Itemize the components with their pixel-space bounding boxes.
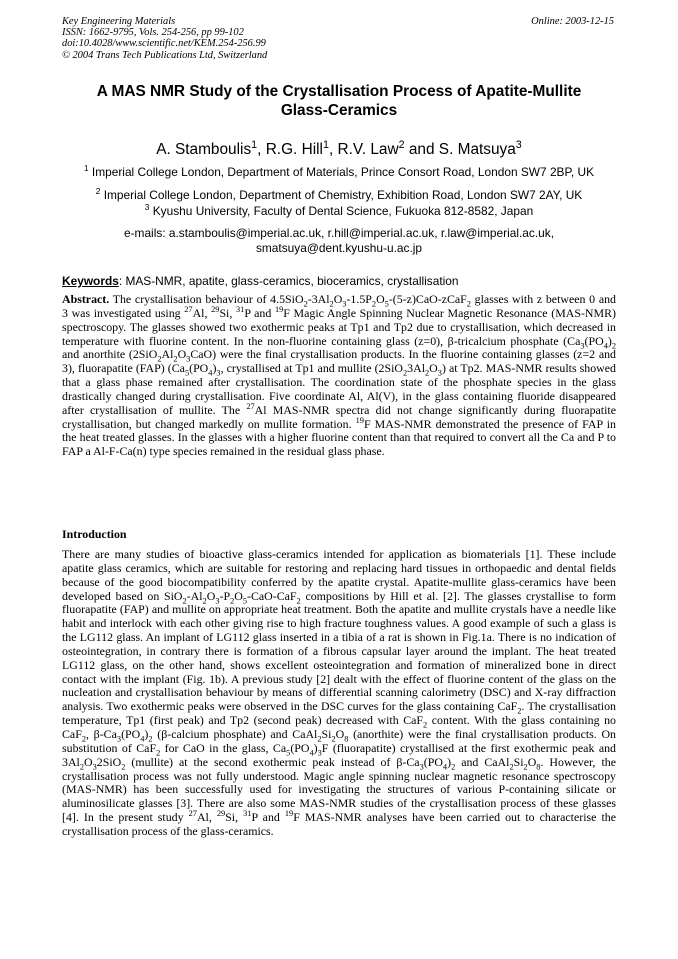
abstract-text: (PO: [584, 333, 604, 348]
isotope-superscript: 27: [246, 401, 255, 411]
author-1: A. Stamboulis: [156, 141, 252, 158]
abstract-text: O: [376, 292, 385, 306]
intro-text: Si: [513, 754, 524, 769]
author-1-affil: 1: [251, 138, 258, 151]
author-3: , R.V. Law: [328, 141, 399, 158]
emails-line-1: e-mails: a.stamboulis@imperial.ac.uk, r.hill@imperial.ac.uk, r.law@imperial.ac.uk,: [123, 226, 555, 240]
subscript: 8: [536, 762, 541, 772]
intro-text: O: [234, 588, 243, 603]
intro-text: content. With the glass containing no CaF: [62, 713, 616, 741]
author-3-affil: 2: [398, 138, 405, 151]
intro-text: (PO: [121, 726, 141, 741]
subscript: 3: [216, 368, 221, 378]
abstract-text: -1.5P: [346, 292, 372, 306]
subscript: 3: [419, 762, 424, 772]
intro-text: (PO: [290, 740, 310, 755]
abstract-paragraph: [62, 293, 616, 459]
intro-text: F (fluorapatite) crystallised at the first exothermic peak and 3Al: [62, 740, 616, 769]
isotope-superscript: 31: [243, 809, 252, 819]
introduction-heading: Introduction: [62, 527, 127, 541]
subscript: 2: [156, 748, 161, 758]
affiliation-2-text: Imperial College London, Department of Chemistry, Exhibition Road, London SW7 2AY, UK: [100, 188, 583, 202]
intro-text: O: [206, 588, 216, 603]
abstract-text: -3Al: [307, 292, 330, 306]
keywords-line: [62, 274, 618, 288]
author-4-affil: 3: [515, 138, 522, 151]
abstract-text: F Magic Angle Spinning Nuclear Magnetic Resonance (MAS-NMR) spectroscopy. The glasses showed two exothermic peaks at Tp1 and Tp2 due to crystallisation, which decreased in temperature with fluorine content. In the non-fluorine containing glass (z=0), β-tricalcium phosphate (Ca: [62, 305, 616, 348]
abstract-text: F MAS-NMR demonstrated the presence of FAP in the heat treated glasses. In the glasses with a higher fluorine content than that required to convert all the Ca and P to FAP a Al-F-Ca(n) type species remained in the residual glass phase.: [62, 416, 616, 459]
intro-text: compositions by Hill et al. [2]. The glasses crystallise to form fluorapatite (FAP) and mullite on appropriate heat treatment. Both the apatite and mullite crystals have a needle like habit and interlock with each other giving rise to high fracture toughness values. A good example of such a glass is the LG112 glass. An implant of LG112 glass inserted in a tibia of a rat is shown in Fig.1a. There is no indication of osteointegration, in contrary there is formation of a fibrous capsular layer around the implant. The heat treated LG112 glass, on the other hand, shows excellent osteointegration and formation of mineralized bone in direct contact with the implant (Fig. 1b). A previous study [2] dealt with the effect of fluorine content of the glass on the nucleation and crystallisation behaviour by means of differential scanning calorimetry (DSC) and X-ray diffraction analysis. Two exothermic peaks were observed in the DSC curves for the glass containing CaF: [62, 588, 616, 714]
subscript: 2: [402, 368, 408, 378]
intro-text: (β-calcium phosphate) and CaAl: [152, 726, 318, 741]
abstract-text: Al,: [192, 305, 212, 320]
intro-text: . The crystallisation temperature, Tp1 (first peak) and Tp2 (second peak) decreased with CaF: [62, 699, 616, 728]
isotope-superscript: 31: [235, 304, 245, 314]
keywords-label: Keywords: [62, 274, 119, 288]
intro-text: Si,: [225, 810, 244, 825]
intro-text: , β-Ca: [86, 726, 117, 741]
abstract-text: O: [333, 292, 343, 306]
intro-text: Al,: [196, 810, 217, 825]
subscript: 2: [611, 340, 616, 350]
abstract-text: glasses with z between 0 and 3 was investigated using: [62, 292, 616, 320]
intro-text: ): [313, 740, 318, 755]
subscript: 2: [523, 762, 528, 772]
subscript: 3: [342, 299, 347, 309]
abstract-text: ) at Tp2. MAS-NMR results showed that a glass phase remained after crystallisation. The coordination state of the phosphate species in the glass drastically changed during crystallisation. Five coordinate Al, Al(V), in the glass containing fluoride disappeared after crystallisation of mullite. The: [62, 361, 616, 417]
abstract-text: -(5-z)CaO-zCaF: [388, 292, 467, 306]
subscript: 3: [317, 748, 322, 758]
abstract-text: The crystallisation behaviour of 4.5SiO: [109, 292, 304, 306]
intro-text: 2SiO: [96, 754, 122, 769]
subscript: 4: [140, 734, 145, 744]
intro-text: ): [447, 754, 452, 769]
author-2-affil: 1: [322, 138, 329, 151]
intro-text: (anorthite) were the final crystallisation products. On substitution of CaF: [62, 726, 616, 755]
subscript: 2: [157, 354, 162, 364]
subscript: 4: [442, 762, 448, 772]
subscript: 2: [296, 595, 301, 605]
intro-text: P and: [251, 810, 285, 825]
intro-text: F MAS-NMR analyses have been carried out to characterise the crystallisation process of the glass-ceramics.: [62, 810, 616, 838]
isotope-superscript: 29: [216, 809, 226, 819]
isotope-superscript: 27: [184, 304, 193, 314]
isotope-superscript: 19: [284, 809, 294, 819]
isotope-superscript: 19: [355, 415, 364, 425]
affiliation-2-number: 2: [95, 186, 101, 197]
abstract-text: Al MAS-NMR spectra did not change significantly during fluorapatite crystallisation, but changed markedly on mullite formation.: [62, 402, 616, 431]
isotope-superscript: 19: [274, 304, 284, 314]
author-list: [62, 138, 616, 159]
intro-text: for CaO in the glass, Ca: [160, 740, 287, 755]
author-2: , R.G. Hill: [257, 141, 323, 158]
affiliation-1-text: Imperial College London, Department of Materials, Prince Consort Road, London SW7 2BP, UK: [88, 165, 595, 179]
subscript: 3: [186, 354, 191, 364]
title-line-1: A MAS NMR Study of the Crystallisation Process of Apatite-Mullite: [96, 83, 582, 100]
abstract-text: and anorthite (2SiO: [62, 347, 158, 362]
abstract-text: O: [177, 347, 187, 362]
affiliation-3: [62, 204, 616, 218]
abstract-text: , crystallised at Tp1 and mullite (2SiO: [220, 361, 403, 376]
abstract-text: (PO: [189, 361, 209, 376]
abstract-label: Abstract.: [62, 292, 110, 306]
journal-header: [62, 16, 618, 61]
subscript: 2: [371, 299, 377, 309]
abstract-text: Al: [161, 347, 174, 362]
affiliation-1-number: 1: [83, 163, 89, 174]
abstract-text: 3Al: [407, 361, 425, 376]
paper-title: [62, 82, 616, 120]
isotope-superscript: 29: [211, 304, 220, 314]
subscript: 2: [466, 299, 471, 309]
subscript: 2: [79, 762, 85, 772]
abstract-text: P and: [244, 305, 275, 320]
intro-text: -CaO-CaF: [247, 588, 297, 603]
subscript: 2: [121, 762, 126, 772]
keywords-colon: :: [118, 274, 123, 288]
subscript: 2: [317, 734, 322, 744]
subscript: 2: [329, 299, 334, 309]
subscript: 2: [81, 734, 86, 744]
subscript: 3: [437, 368, 442, 378]
doi-line: doi:10.4028/www.scientific.net/KEM.254-256.99: [62, 38, 266, 50]
subscript: 2: [509, 762, 514, 772]
subscript: 2: [423, 720, 428, 730]
subscript: 2: [331, 734, 336, 744]
subscript: 4: [309, 748, 314, 758]
intro-text: There are many studies of bioactive glass-ceramics intended for application as biomaterials [1]. These include apatite glass ceramics, which are suitable for restoring and replacing hard tissues in orthopaedic and dental fields because of the good biocompatibility conferred by the apatite crystal. Apatite-mullite glass-ceramics have been developed based on SiO: [62, 547, 616, 603]
title-line-2: Glass-Ceramics: [280, 102, 398, 119]
intro-text: -Al: [186, 588, 203, 603]
journal-name: Key Engineering Materials: [62, 16, 176, 27]
copyright-line: © 2004 Trans Tech Publications Ltd, Switzerland: [62, 49, 268, 61]
intro-text: -P: [219, 588, 231, 603]
online-date: Online: 2003-12-15: [531, 16, 614, 27]
subscript: 3: [116, 734, 122, 744]
subscript: 2: [451, 762, 456, 772]
subscript: 3: [580, 340, 585, 350]
intro-text: (PO: [423, 754, 443, 769]
intro-text: O: [527, 754, 537, 769]
subscript: 2: [517, 706, 522, 716]
subscript: 2: [425, 368, 430, 378]
subscript: 5: [184, 368, 190, 378]
affiliation-3-number: 3: [144, 202, 150, 213]
affiliation-1: [62, 165, 616, 179]
intro-text: ): [144, 726, 149, 741]
author-4: and S. Matsuya: [404, 141, 516, 158]
subscript: 5: [242, 595, 247, 605]
intro-text: O: [84, 754, 93, 769]
subscript: 2: [202, 595, 207, 605]
subscript: 3: [215, 595, 220, 605]
subscript: 4: [603, 340, 608, 350]
abstract-text: Si,: [219, 305, 236, 320]
subscript: 5: [286, 748, 291, 758]
intro-text: and CaAl: [455, 754, 510, 769]
affiliation-3-text: Kyushu University, Faculty of Dental Science, Fukuoka 812-8582, Japan: [149, 204, 534, 218]
abstract-text: O: [429, 361, 438, 376]
email-block: [62, 226, 616, 255]
subscript: 3: [92, 762, 97, 772]
emails-line-2: smatsuya@dent.kyushu-u.ac.jp: [255, 240, 423, 255]
isotope-superscript: 27: [188, 809, 197, 819]
subscript: 2: [303, 299, 308, 309]
intro-text: Si: [321, 726, 332, 741]
affiliation-2: [62, 188, 616, 202]
intro-text: . However, the crystallisation process was not fully understood. Magic angle spinning nuclear magnetic resonance spectroscopy (MAS-NMR) has been successfully used for investigating the structures of various P-containing silicate or aluminosilicate glasses [3]. There are also some MAS-NMR studies of the crystallisation process of these glasses [4]. In the present study: [62, 754, 616, 825]
introduction-paragraph: [62, 548, 616, 839]
keywords-text: MAS-NMR, apatite, glass-ceramics, bioceramics, crystallisation: [122, 274, 459, 288]
subscript: 2: [230, 595, 235, 605]
subscript: 2: [173, 354, 178, 364]
issn-line: ISSN: 1662-9795, Vols. 254-256, pp 99-102: [62, 27, 244, 39]
subscript: 4: [208, 368, 213, 378]
abstract-text: ): [607, 333, 612, 348]
abstract-text: CaO) were the final crystallisation products. In the fluorine containing glasses (z=2 and 3), fluorapatite (FAP) (Ca: [62, 347, 616, 376]
intro-text: O: [335, 726, 345, 741]
subscript: 2: [182, 595, 187, 605]
subscript: 5: [384, 299, 389, 309]
subscript: 2: [148, 734, 153, 744]
abstract-text: ): [212, 361, 217, 376]
subscript: 8: [344, 734, 349, 744]
intro-text: (mullite) at the second exothermic peak instead of β-Ca: [125, 754, 420, 769]
